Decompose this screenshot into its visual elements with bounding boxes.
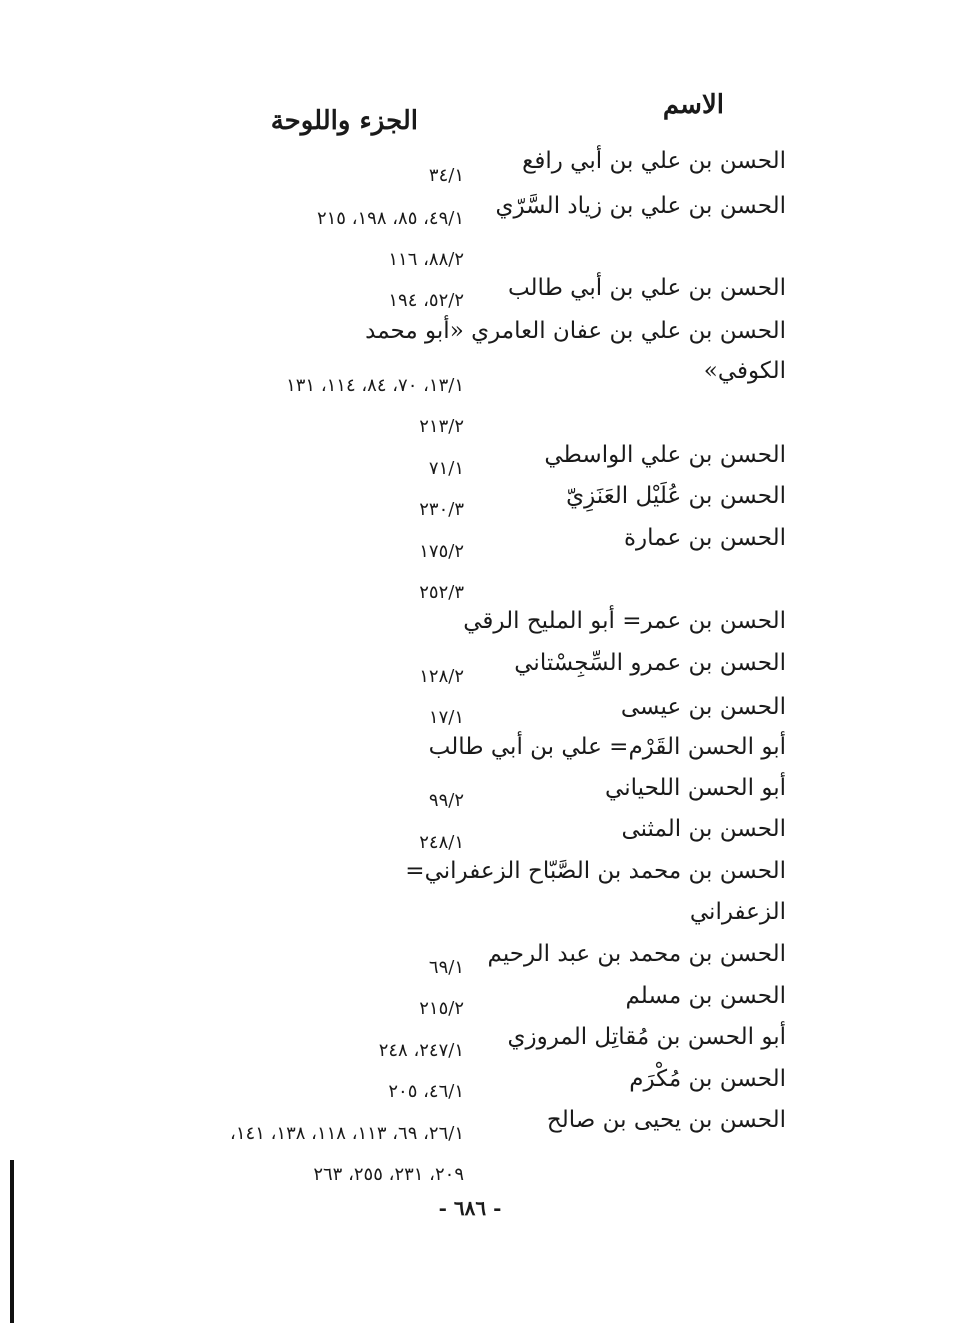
index-entry-reference: ٢٥٢/٣: [419, 582, 464, 603]
index-entry-reference: ٤٦/١، ٢٠٥: [388, 1081, 464, 1102]
index-entry-name: الحسن بن علي الواسطي: [544, 442, 786, 468]
index-entry-name: الحسن بن عمرو السِّجِسْتاني: [514, 650, 786, 676]
index-entry-reference: ٩٩/٢: [428, 790, 464, 811]
index-entry-name: أبو الحسن اللحياني: [605, 775, 786, 801]
index-entry-name: الحسن بن محمد بن عبد الرحيم: [487, 941, 786, 967]
index-entry-reference: ٤٩/١، ٨٥، ١٩٨، ٢١٥: [316, 208, 464, 229]
index-entry-name: الحسن بن عيسى: [620, 694, 786, 720]
index-entry-name: الحسن بن مسلم: [625, 983, 786, 1009]
reference-column-header: الجزء واللوحة: [270, 106, 418, 136]
index-entry-name: الحسن بن عمارة: [624, 525, 786, 551]
index-entry-reference: ٢١٣/٢: [419, 416, 464, 437]
index-entry-name: الحسن بن علي بن عفان العامري «أبو محمد: [365, 318, 786, 344]
index-entry-reference: ٢٣٠/٣: [419, 499, 464, 520]
name-column-header: الاسم: [662, 90, 724, 120]
index-entry-reference: ٥٢/٢، ١٩٤: [388, 290, 464, 311]
index-entry-reference: ٢٦/١، ٦٩، ١١٣، ١١٨، ١٣٨، ١٤١،: [230, 1123, 464, 1144]
index-entry-name: الحسن بن المثنى: [621, 816, 786, 842]
index-entry-name: الحسن بن علي بن زياد السَّرّي: [495, 193, 786, 219]
index-entry-name: الحسن بن علي بن أبي طالب: [507, 275, 786, 301]
index-entry-reference: ٨٨/٢، ١١٦: [388, 249, 464, 270]
index-entry-name: الحسن بن علي بن أبي رافع: [522, 148, 786, 174]
index-entry-reference: ١٧/١: [428, 707, 464, 728]
index-entry-name: الحسن بن محمد بن الصَّبّاح الزعفراني=: [405, 858, 786, 884]
index-entry-reference: ١٢٨/٢: [419, 666, 464, 687]
index-entry-name: الحسن بن مُكْرَم: [629, 1066, 786, 1092]
index-entry-name: الحسن بن عُلَيْل العَنَزِيّ: [566, 483, 786, 509]
page-number: - ٦٨٦ -: [438, 1196, 502, 1220]
index-entry-reference: ٢٤٧/١، ٢٤٨: [378, 1040, 464, 1061]
scan-edge-line: [10, 1160, 14, 1323]
index-entry-name: الحسن بن يحيى بن صالح: [546, 1107, 786, 1133]
index-entry-reference: ٧١/١: [428, 458, 464, 479]
index-entry-reference: ٢٠٩، ٢٣١، ٢٥٥، ٢٦٣: [313, 1164, 464, 1185]
index-entry-name: الكوفي»: [703, 358, 786, 384]
index-entry-reference: ١٣/١، ٧٠، ٨٤، ١١٤، ١٣١: [286, 375, 464, 396]
index-entry-name: الحسن بن عمر= أبو المليح الرقي: [463, 608, 786, 634]
index-entry-name: أبو الحسن القَرْم= علي بن أبي طالب: [428, 734, 786, 760]
index-entry-name: الزعفراني: [689, 899, 786, 925]
index-entry-reference: ٢١٥/٢: [419, 998, 464, 1019]
index-entry-reference: ٣٤/١: [428, 165, 464, 186]
index-entry-reference: ١٧٥/٢: [419, 541, 464, 562]
index-entry-name: أبو الحسن بن مُقاتِل المروزي: [507, 1024, 786, 1050]
index-entry-reference: ٦٩/١: [428, 957, 464, 978]
index-entry-reference: ٢٤٨/١: [419, 832, 464, 853]
